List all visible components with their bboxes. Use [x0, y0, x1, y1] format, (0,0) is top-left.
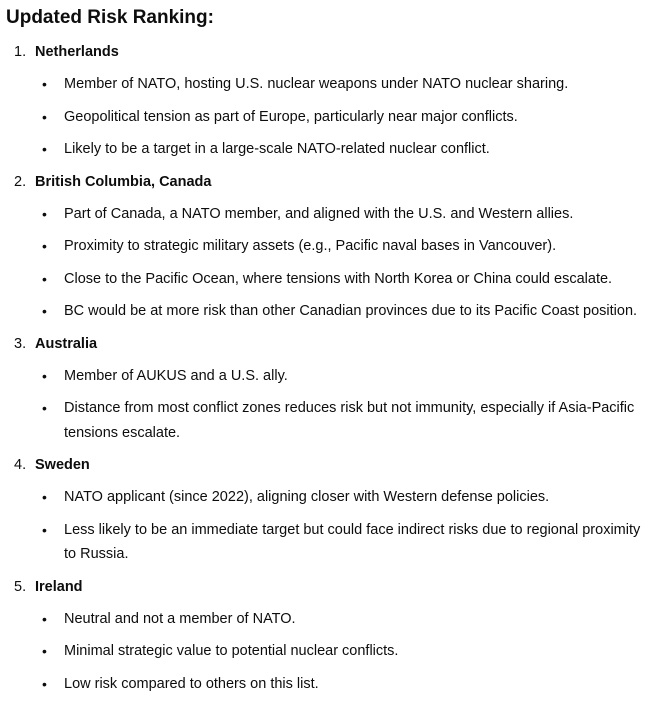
ranking-points: [6, 198, 651, 328]
bullet-icon: •: [42, 521, 47, 538]
point-text: NATO applicant (since 2022), aligning closer with Western defense policies.: [64, 489, 550, 505]
point-text: Low risk compared to others on this list.: [64, 675, 319, 692]
bullet-icon: •: [42, 238, 47, 254]
ranking-name: Sweden: [35, 457, 90, 473]
ranking-points: [6, 603, 651, 701]
list-item: [6, 635, 651, 668]
list-item: [6, 668, 651, 701]
point-text: Member of NATO, hosting U.S. nuclear weapons under NATO nuclear sharing.: [64, 76, 569, 92]
point-text: Part of Canada, a NATO member, and aligned with the U.S. and Western allies.: [64, 205, 574, 222]
list-item: [6, 392, 651, 449]
point-text: Minimal strategic value to potential nuclear conflicts.: [64, 643, 399, 659]
bullet-icon: •: [42, 141, 47, 157]
point-text: Distance from most conflict zones reduces risk but not immunity, especially if Asia-Pacific tensions escalate.: [64, 400, 635, 441]
bullet-icon: •: [42, 303, 47, 319]
point-text: Member of AUKUS and a U.S. ally.: [64, 367, 288, 384]
list-item: [6, 360, 651, 393]
list-item: [6, 198, 651, 231]
bullet-icon: •: [42, 76, 47, 92]
point-text: BC would be at more risk than other Canadian provinces due to its Pacific Coast position.: [64, 303, 638, 319]
ranking-name: Australia: [35, 335, 98, 352]
list-item: [6, 295, 651, 328]
list-item: [6, 514, 651, 571]
ranking-name: Netherlands: [35, 44, 119, 60]
ranking-points: [6, 68, 651, 166]
ranking-item: [6, 449, 651, 571]
list-item: [6, 133, 651, 166]
bullet-icon: •: [42, 367, 47, 384]
point-text: Neutral and not a member of NATO.: [64, 610, 296, 627]
bullet-icon: •: [42, 270, 47, 287]
ranking-number: 2.: [14, 173, 27, 190]
ranking-header: [6, 571, 651, 603]
ranking-item: [6, 166, 651, 328]
list-item: [6, 603, 651, 636]
ranking-header: [6, 449, 651, 481]
risk-ranking-list: [6, 36, 651, 700]
bullet-icon: •: [42, 489, 47, 505]
list-item: [6, 230, 651, 263]
ranking-header: [6, 166, 651, 198]
point-text: Close to the Pacific Ocean, where tensions with North Korea or China could escalate.: [64, 270, 613, 287]
ranking-item: [6, 328, 651, 450]
ranking-number: 4.: [14, 457, 27, 473]
list-item: [6, 263, 651, 296]
list-item: [6, 68, 651, 101]
bullet-icon: •: [42, 643, 47, 659]
point-text: Geopolitical tension as part of Europe, particularly near major conflicts.: [64, 108, 518, 125]
ranking-name: Ireland: [35, 578, 83, 595]
page-title: Updated Risk Ranking:: [6, 7, 214, 28]
bullet-icon: •: [42, 108, 47, 125]
ranking-points: [6, 481, 651, 571]
list-item: [6, 481, 651, 514]
point-text: Likely to be a target in a large-scale NATO-related nuclear conflict.: [64, 141, 490, 157]
bullet-icon: •: [42, 205, 47, 222]
ranking-number: 1.: [14, 44, 27, 60]
ranking-item: [6, 36, 651, 166]
ranking-header: [6, 36, 651, 68]
ranking-number: 3.: [14, 335, 27, 352]
bullet-icon: •: [42, 610, 47, 627]
point-text: Less likely to be an immediate target but could face indirect risks due to regional proximity to Russia.: [64, 521, 641, 562]
ranking-number: 5.: [14, 578, 27, 595]
ranking-name: British Columbia, Canada: [35, 173, 212, 190]
ranking-header: [6, 328, 651, 360]
bullet-icon: •: [42, 400, 47, 416]
point-text: Proximity to strategic military assets (e.g., Pacific naval bases in Vancouver).: [64, 238, 557, 254]
list-item: [6, 101, 651, 134]
bullet-icon: •: [42, 675, 47, 692]
ranking-points: [6, 360, 651, 450]
ranking-item: [6, 571, 651, 701]
